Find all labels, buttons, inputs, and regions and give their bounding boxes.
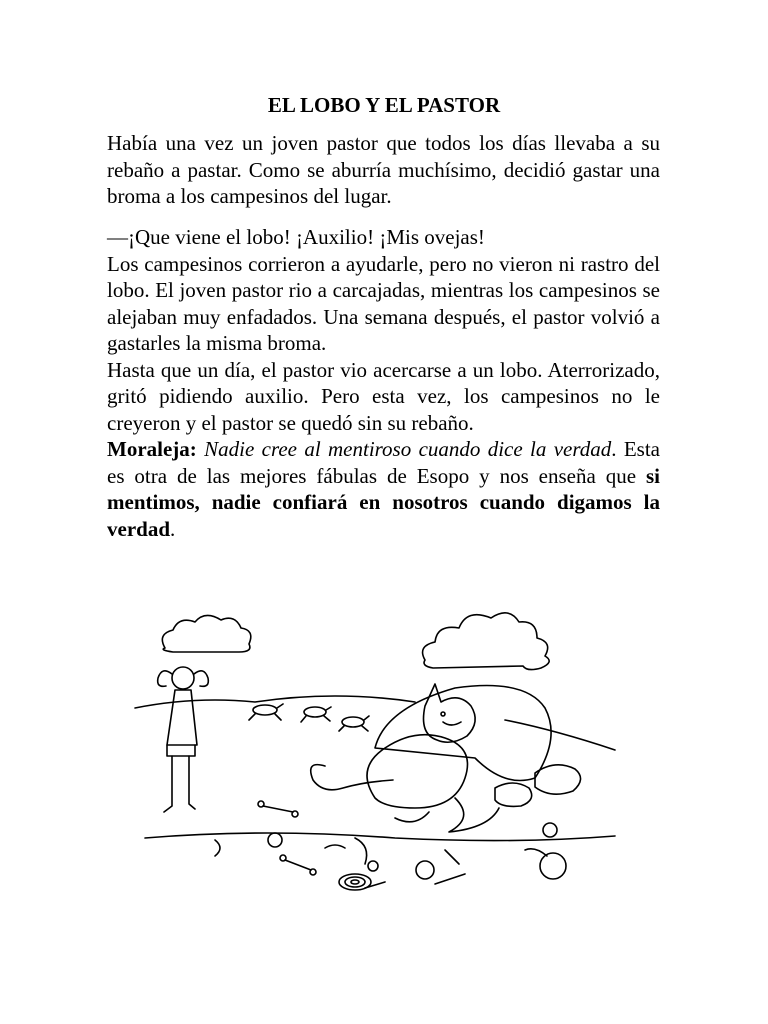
hill-line-right — [505, 720, 615, 750]
story-paragraph-intro: Había una vez un joven pastor que todos los días llevaba a su rebaño a pastar. Como se aburría muchísimo, decidió gastar una broma a los campesinos del lugar. — [107, 131, 660, 208]
story-body — [107, 224, 660, 542]
skull-icon — [268, 823, 566, 879]
closing-text: Esta es otra de las mejores fábulas de Esopo y nos enseña que — [107, 437, 660, 488]
sheep-icon — [249, 704, 369, 731]
moral-period: . — [611, 437, 617, 461]
closing-period: . — [170, 516, 176, 541]
story-title: EL LOBO Y EL PASTOR — [267, 93, 501, 117]
cloud-right-icon — [423, 613, 550, 670]
rock-icon-2 — [495, 783, 532, 806]
moral-label: Moraleja: — [107, 437, 197, 461]
story-paragraph-2: Los campesinos corrieron a ayudarle, pero no vieron ni rastro del lobo. El joven pastor rio a carcajadas, mientras los campesinos se alejaban muy enfadados. Una semana después, el pastor volvió a gastarles la misma broma. — [107, 251, 660, 355]
bones-icon — [215, 801, 547, 888]
moral-line — [107, 436, 660, 542]
fable-illustration — [125, 598, 625, 898]
hill-line — [135, 696, 415, 708]
cloud-left-icon — [162, 615, 250, 652]
closing-bold-text: si mentimos, nadie confiará en nosotros cuando digamos la verdad — [107, 463, 660, 541]
ribcage-icon — [339, 874, 371, 890]
rock-icon — [535, 765, 581, 794]
shepherd-boy-icon — [158, 667, 209, 812]
story-paragraph-3: Hasta que un día, el pastor vio acercarse a un lobo. Aterrorizado, gritó pidiendo auxilio. Pero esta vez, los campesinos no le creyeron y el pastor se quedó sin su rebaño. — [107, 357, 660, 435]
moral-text: Nadie cree al mentiroso cuando dice la verdad — [204, 437, 612, 461]
dialogue-line: —¡Que viene el lobo! ¡Auxilio! ¡Mis ovejas! — [107, 225, 485, 249]
